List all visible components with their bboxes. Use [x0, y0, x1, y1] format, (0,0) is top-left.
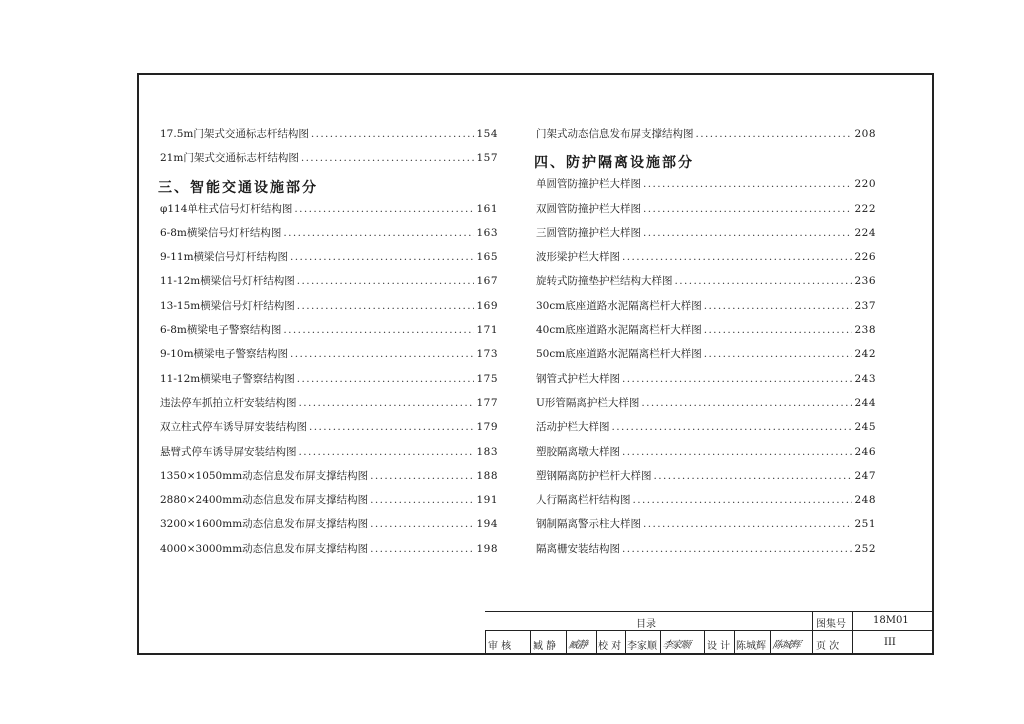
toc-entry-page: 179 — [476, 421, 498, 434]
toc-entry-title: 三圆管防撞护栏大样图 — [536, 226, 641, 239]
title-block-divider — [704, 630, 705, 654]
title-block-mid-rule — [485, 630, 934, 631]
toc-entry-title: 6-8m横梁信号灯杆结构图 — [160, 226, 282, 239]
toc-entry-page: 191 — [476, 494, 498, 507]
toc-entry-title: U形管隔离护栏大样图 — [536, 396, 640, 409]
reviewer-name: 臧 静 — [533, 641, 557, 652]
page-label: 页 次 — [816, 641, 840, 652]
title-block-divider — [625, 630, 626, 654]
toc-entry-page: 165 — [476, 251, 498, 264]
design-label: 设 计 — [707, 641, 731, 652]
toc-entry[interactable] — [536, 176, 876, 200]
toc-entry-title: 旋转式防撞垫护栏结构大样图 — [536, 275, 673, 288]
toc-entry[interactable] — [160, 346, 498, 370]
toc-entry[interactable] — [160, 444, 498, 468]
toc-entry[interactable] — [160, 225, 498, 249]
designer-name: 陈城辉 — [736, 641, 766, 652]
toc-entry-title: 违法停车抓拍立杆安装结构图 — [160, 396, 297, 409]
toc-entry-title: 9-10m横梁电子警察结构图 — [160, 348, 289, 361]
toc-entry[interactable] — [536, 516, 876, 540]
toc-entry[interactable] — [160, 126, 498, 150]
toc-entry[interactable] — [536, 395, 876, 419]
toc-entry[interactable] — [536, 371, 876, 395]
toc-entry-title: 13-15m横梁信号灯杆结构图 — [160, 299, 295, 312]
toc-entry-page: 236 — [854, 275, 876, 288]
toc-entry[interactable] — [160, 273, 498, 297]
toc-entry[interactable] — [160, 395, 498, 419]
dot-leader — [283, 324, 474, 336]
toc-entry-page: 242 — [854, 348, 876, 361]
toc-entry[interactable] — [536, 468, 876, 492]
toc-entry-title: 塑钢隔离防护栏杆大样图 — [536, 469, 652, 482]
review-label: 审 核 — [488, 641, 512, 652]
title-block-divider — [734, 630, 735, 654]
toc-entry-page: 238 — [854, 324, 876, 337]
toc-entry-title: 单圆管防撞护栏大样图 — [536, 178, 641, 191]
toc-entry-page: 157 — [476, 152, 498, 165]
toc-left-column — [160, 126, 498, 565]
toc-entry-page: 198 — [476, 542, 498, 555]
title-block-divider — [852, 611, 853, 654]
dot-leader — [643, 227, 852, 239]
toc-entry[interactable] — [160, 492, 498, 516]
dot-leader — [696, 128, 853, 140]
toc-entry-title: 双圆管防撞护栏大样图 — [536, 202, 641, 215]
toc-entry-title: 钢制隔离警示柱大样图 — [536, 518, 641, 531]
dot-leader — [370, 543, 474, 555]
toc-entry-title: 21m门架式交通标志杆结构图 — [160, 152, 299, 165]
toc-entry-page: 246 — [854, 445, 876, 458]
dot-leader — [294, 203, 474, 215]
toc-entry-title: 3200×1600mm动态信息发布屏支撑结构图 — [160, 518, 369, 531]
reviewer-signature: 臧静 — [567, 640, 588, 651]
toc-entry[interactable] — [536, 249, 876, 273]
toc-entry[interactable] — [160, 249, 498, 273]
toc-entry-page: 167 — [476, 275, 498, 288]
toc-entry[interactable] — [160, 201, 498, 225]
toc-entry-title: 50cm底座道路水泥隔离栏杆大样图 — [536, 348, 702, 361]
toc-entry[interactable] — [536, 225, 876, 249]
toc-entry[interactable] — [536, 298, 876, 322]
toc-entry-page: 252 — [854, 542, 876, 555]
toc-entry-title: 门架式动态信息发布屏支撑结构图 — [536, 128, 694, 140]
dot-leader — [654, 470, 853, 482]
toc-entry-page: 243 — [854, 372, 876, 385]
toc-entry-page: 244 — [854, 396, 876, 409]
toc-right-column — [536, 126, 876, 565]
toc-entry-title: 30cm底座道路水泥隔离栏杆大样图 — [536, 299, 702, 312]
dot-leader — [704, 348, 853, 360]
dot-leader — [299, 446, 475, 458]
dot-leader — [643, 178, 852, 190]
toc-entry-page: 169 — [476, 299, 498, 312]
toc-entry-page: 177 — [476, 396, 498, 409]
toc-entry[interactable] — [160, 150, 498, 174]
title-block-top-rule — [485, 611, 934, 612]
toc-entry-page: 171 — [476, 324, 498, 337]
toc-entry[interactable] — [536, 322, 876, 346]
toc-entry-page: 175 — [476, 372, 498, 385]
toc-entry-page: 163 — [476, 226, 498, 239]
dot-leader — [283, 227, 474, 239]
dot-leader — [622, 373, 852, 385]
dot-leader — [301, 152, 475, 164]
checker-signature: 李家顺 — [661, 640, 691, 651]
checker-name: 李家顺 — [627, 641, 657, 652]
toc-entry[interactable] — [536, 541, 876, 565]
toc-entry-page: 224 — [854, 226, 876, 239]
toc-entry[interactable] — [160, 371, 498, 395]
dot-leader — [290, 348, 474, 360]
dot-leader — [297, 275, 475, 287]
toc-entry-page: 188 — [476, 469, 498, 482]
dot-leader — [643, 203, 852, 215]
dot-leader — [297, 300, 475, 312]
toc-entry[interactable] — [160, 541, 498, 565]
dot-leader — [641, 397, 852, 409]
toc-entry-title: 11-12m横梁电子警察结构图 — [160, 372, 295, 385]
toc-entry-page: 154 — [476, 128, 498, 140]
toc-entry[interactable] — [536, 346, 876, 370]
toc-entry-title: 悬臂式停车诱导屏安装结构图 — [160, 445, 297, 458]
dot-leader — [633, 494, 853, 506]
title-block-divider — [485, 630, 486, 654]
toc-entry-page: 247 — [854, 469, 876, 482]
dot-leader — [622, 543, 852, 555]
toc-entry[interactable] — [160, 298, 498, 322]
toc-entry-title: 2880×2400mm动态信息发布屏支撑结构图 — [160, 494, 369, 507]
dot-leader — [612, 421, 853, 433]
title-block-divider — [596, 630, 597, 654]
toc-entry-title: φ114单柱式信号灯杆结构图 — [160, 202, 293, 215]
toc-entry[interactable] — [160, 468, 498, 492]
toc-entry-page: 222 — [854, 202, 876, 215]
toc-entry[interactable] — [160, 516, 498, 540]
dot-leader — [309, 421, 474, 433]
toc-entry-title: 17.5m门架式交通标志杆结构图 — [160, 128, 309, 140]
designer-signature: 陈城辉 — [771, 640, 801, 651]
toc-entry-page: 194 — [476, 518, 498, 531]
dot-leader — [704, 300, 853, 312]
dot-leader — [622, 446, 852, 458]
toc-entry-page: 208 — [854, 128, 876, 140]
toc-entry-title: 人行隔离栏杆结构图 — [536, 494, 631, 507]
toc-entry-page: 220 — [854, 178, 876, 191]
section-heading: 三、智能交通设施部分 — [158, 179, 318, 196]
toc-entry[interactable] — [536, 126, 876, 150]
toc-entry-page: 245 — [854, 421, 876, 434]
toc-entry-page: 237 — [854, 299, 876, 312]
section-heading: 四、防护隔离设施部分 — [534, 155, 694, 172]
toc-entry[interactable] — [160, 322, 498, 346]
toc-entry[interactable] — [536, 419, 876, 443]
dot-leader — [643, 518, 852, 530]
toc-entry-title: 40cm底座道路水泥隔离栏杆大样图 — [536, 324, 702, 337]
toc-entry[interactable] — [536, 444, 876, 468]
dot-leader — [370, 494, 474, 506]
dot-leader — [704, 324, 853, 336]
toc-entry-title: 隔离栅安装结构图 — [536, 542, 620, 555]
toc-entry-page: 161 — [476, 202, 498, 215]
dot-leader — [622, 251, 852, 263]
toc-entry-title: 双立柱式停车诱导屏安装结构图 — [160, 421, 307, 434]
dot-leader — [370, 470, 474, 482]
toc-entry-page: 248 — [854, 494, 876, 507]
title-block-divider — [812, 611, 813, 654]
toc-entry-title: 11-12m横梁信号灯杆结构图 — [160, 275, 295, 288]
toc-entry-title: 1350×1050mm动态信息发布屏支撑结构图 — [160, 469, 369, 482]
drawing-title: 目录 — [636, 619, 656, 630]
check-label: 校 对 — [598, 641, 622, 652]
dot-leader — [297, 373, 475, 385]
dot-leader — [290, 251, 474, 263]
toc-entry-title: 活动护栏大样图 — [536, 421, 610, 434]
toc-entry[interactable] — [536, 201, 876, 225]
dot-leader — [299, 397, 475, 409]
toc-entry[interactable] — [536, 492, 876, 516]
title-block-divider — [530, 630, 531, 654]
atlas-number-label: 图集号 — [816, 619, 846, 630]
toc-entry-title: 4000×3000mm动态信息发布屏支撑结构图 — [160, 542, 369, 555]
toc-entry-title: 波形梁护栏大样图 — [536, 251, 620, 264]
toc-entry-title: 钢管式护栏大样图 — [536, 372, 620, 385]
dot-leader — [311, 128, 475, 140]
toc-entry-page: 226 — [854, 251, 876, 264]
toc-entry-page: 183 — [476, 445, 498, 458]
toc-entry[interactable] — [536, 273, 876, 297]
toc-entry[interactable] — [160, 419, 498, 443]
toc-entry-title: 6-8m横梁电子警察结构图 — [160, 324, 282, 337]
toc-entry-title: 9-11m横梁信号灯杆结构图 — [160, 251, 289, 264]
atlas-number: 18M01 — [873, 615, 909, 626]
page-number: III — [884, 637, 896, 648]
toc-entry-title: 塑胶隔离墩大样图 — [536, 445, 620, 458]
dot-leader — [675, 275, 853, 287]
dot-leader — [370, 518, 474, 530]
toc-entry-page: 251 — [854, 518, 876, 531]
toc-entry-page: 173 — [476, 348, 498, 361]
